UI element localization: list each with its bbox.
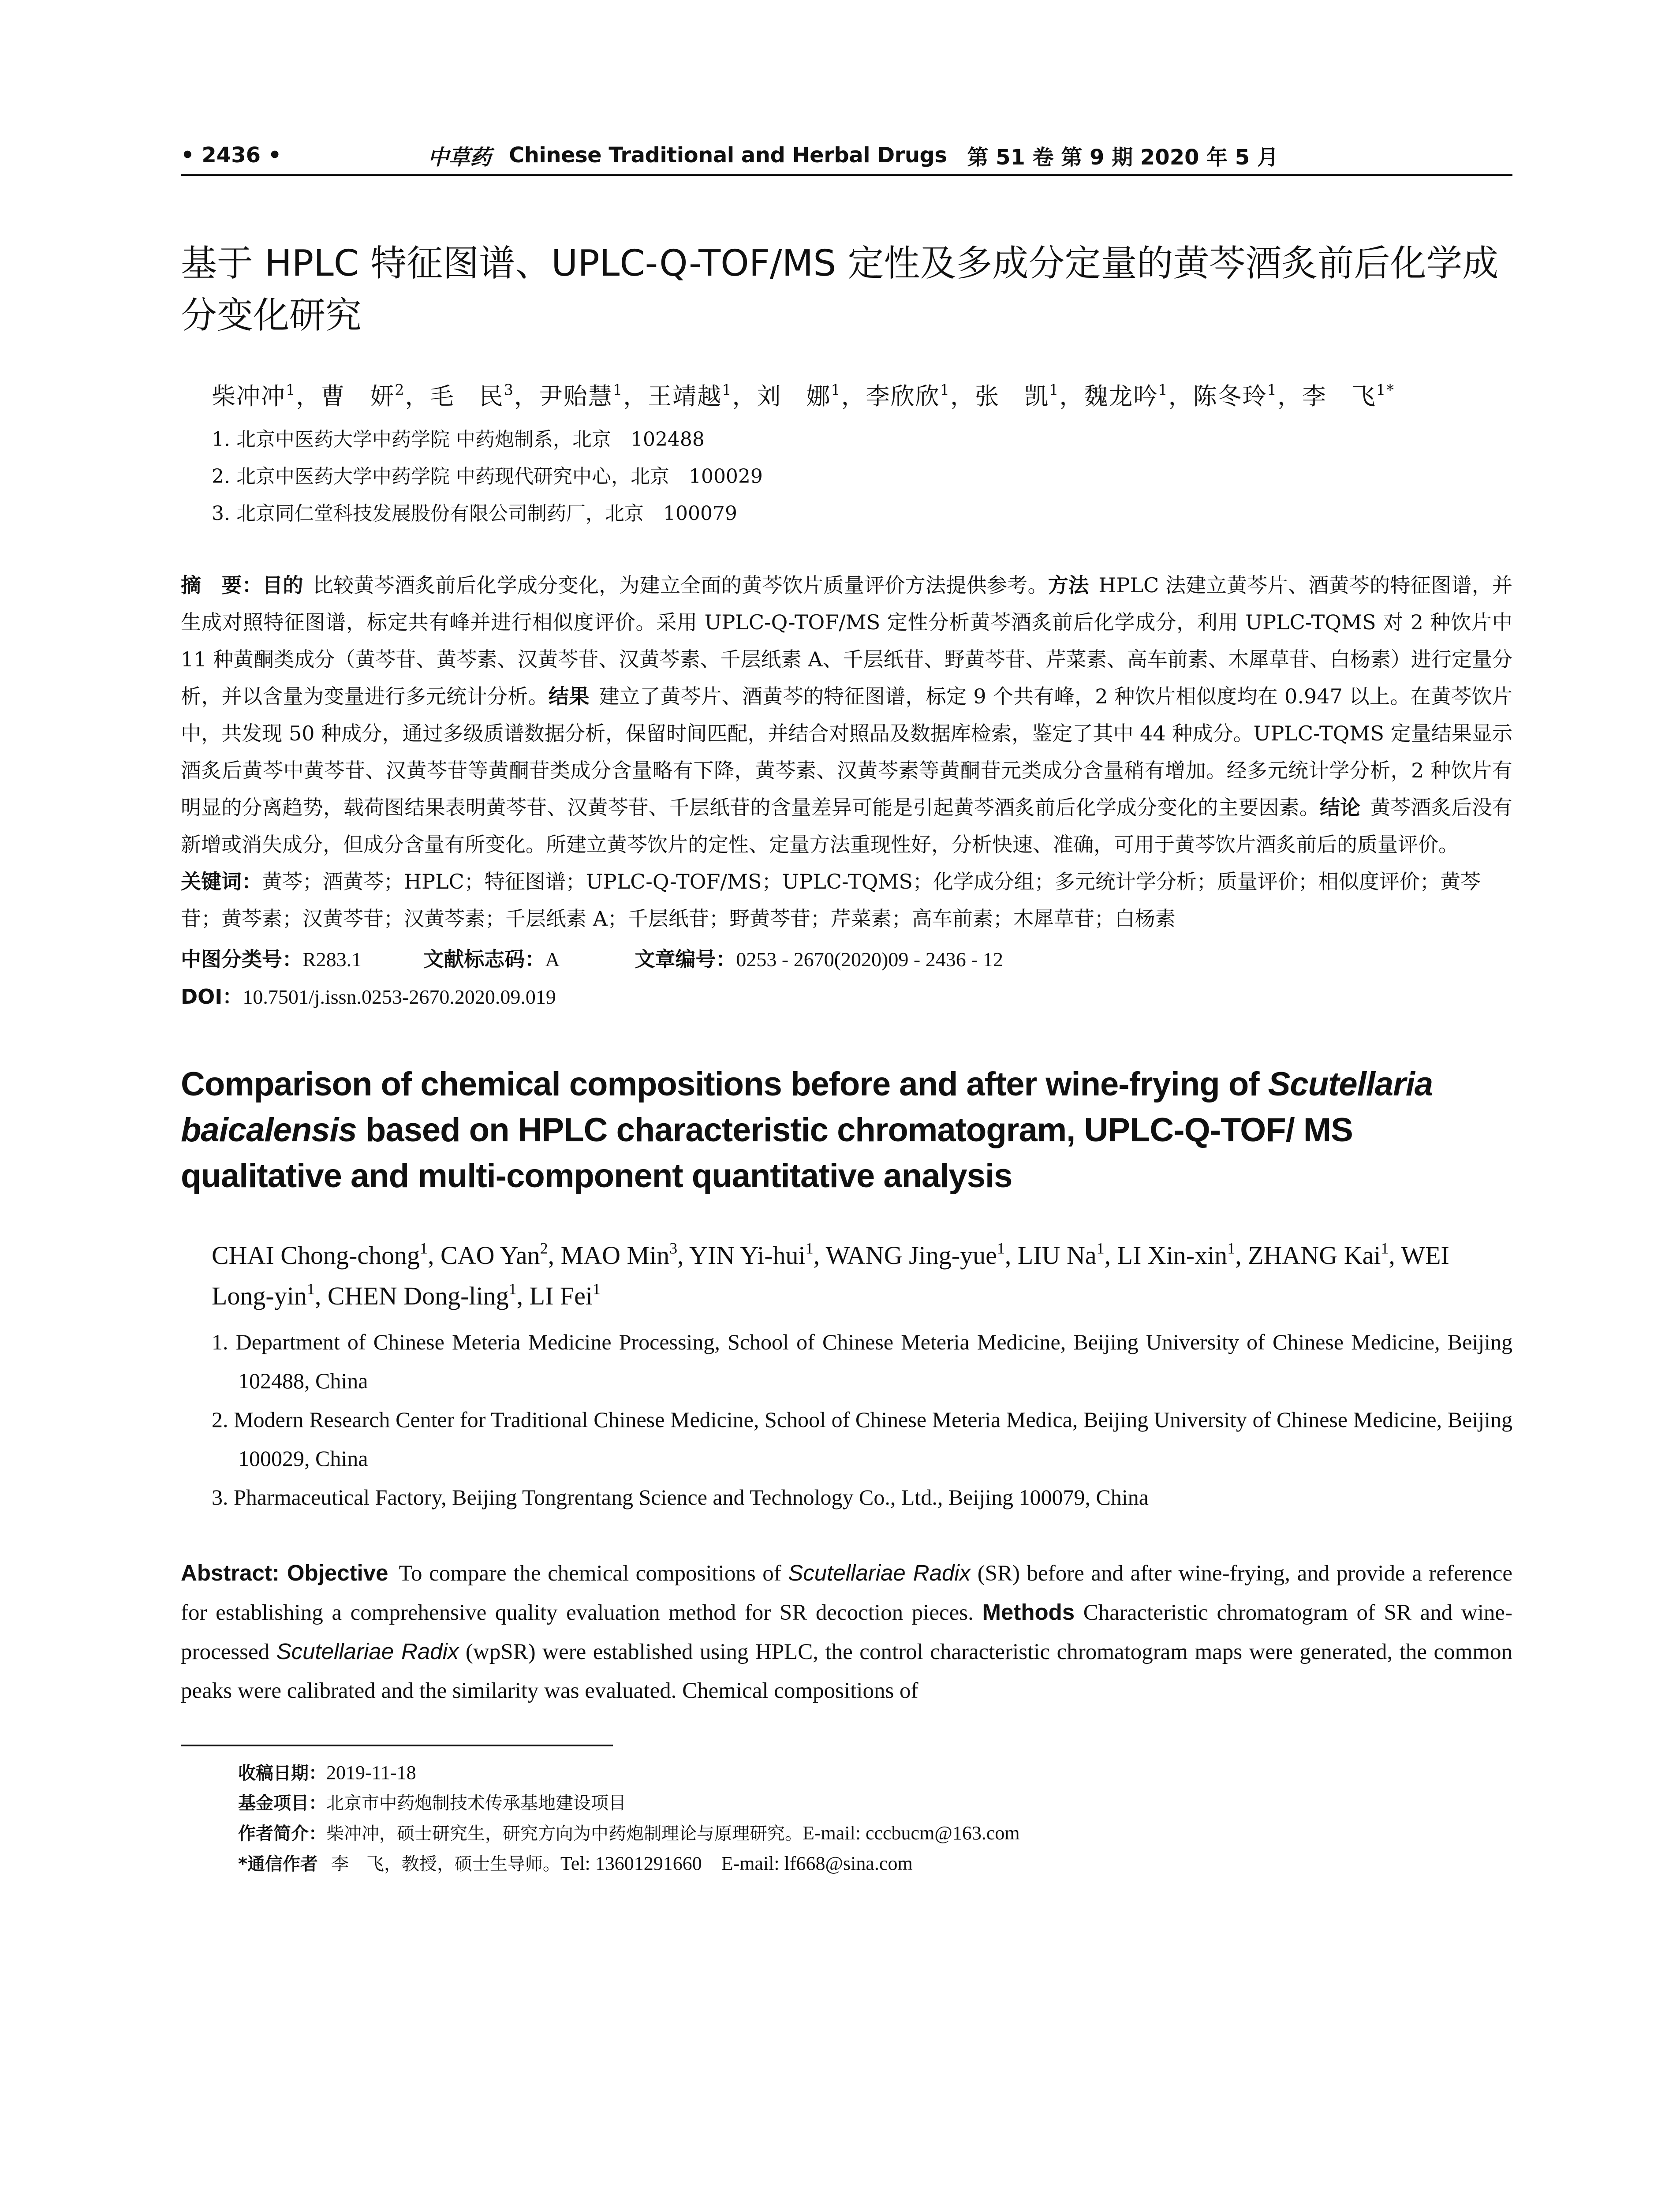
author-affiliation-mark: 1 [1267,381,1277,399]
author-name: CHEN Dong-ling [327,1282,509,1310]
author-name: CAO Yan [441,1241,540,1270]
journal-name: Chinese Traditional and Herbal Drugs [509,143,947,168]
chinese-affiliations [212,421,1512,532]
author-name: 魏龙吟 [1084,382,1158,410]
author-name: 柴冲冲 [212,382,286,410]
author-affiliation-mark: 1 [593,1280,601,1298]
bio-email[interactable]: E-mail: cccbucm@163.com [803,1822,1020,1844]
fund-label: 基金项目： [238,1793,326,1813]
author-name: 张 凯 [975,382,1049,410]
received-value: 2019-11-18 [326,1762,416,1783]
author-affiliation-mark: 1 [306,1280,315,1298]
methods-text: HPLC 法建立黄芩片、酒黄芩的特征图谱，并生成对照特征图谱，标定共有峰并进行相似度评价。采用 UPLC-Q-TOF/MS 定性分析黄芩酒炙前后化学成分，利用 UPLC-TQMS 对 2 种饮片中 11 种黄酮类成分（黄芩苷、黄芩素、汉黄芩苷、汉黄芩素、千层纸素 A、千层纸苷、野黄芩苷、芹菜素、高车前素、木犀草苷、白杨素）进行定量分析，并以含量为变量进行多元统计分析。 [181,573,1513,708]
methods-label: 方法 [1048,573,1089,597]
english-affiliations [212,1323,1512,1517]
results-label: 结果 [548,684,590,708]
page-number: • 2436 • [181,143,282,168]
author-name: ZHANG Kai [1248,1241,1381,1270]
corr-label: *通信作者 [238,1854,318,1874]
author-name: 李 飞 [1302,382,1376,410]
abstract-text: (wpSR) were established using HPLC, the control characteristic chromatogram maps were generated, the common peaks were calibrated and the similarity was evaluated. Chemical compositions of [181,1640,1513,1703]
objective-label: 目的 [262,573,303,597]
author-name: 李欣欣 [866,382,940,410]
doccode-label: 文献标志码： [423,947,545,971]
species-name: Scutellariae Radix [276,1639,459,1664]
article-number-label: 文章编号： [635,947,736,971]
author-affiliation-mark: 1 [1158,381,1169,399]
doccode-value: A [545,948,560,971]
author-affiliation-mark: 1 [420,1239,428,1257]
abstract-text: Characteristic chromatogram of SR and wine-processed [181,1600,1512,1664]
author-affiliation-mark: 1 [1381,1239,1389,1257]
author-affiliation-mark: 2 [540,1239,548,1257]
issue-info: 第 51 卷 第 9 期 2020 年 5 月 [967,145,1279,170]
author-name: 王靖越 [648,382,722,410]
running-header [181,137,1512,176]
keywords-text: 黄芩；酒黄芩；HPLC；特征图谱；UPLC-Q-TOF/MS；UPLC-TQMS；化学成分组；多元统计学分析；质量评价；相似度评价；黄芩苷；黄芩素；汉黄芩苷；汉黄芩素；千层纸素 A；千层纸苷；野黄芩苷；芹菜素；高车前素；木犀草苷；白杨素 [181,870,1481,931]
received-date [238,1758,1512,1788]
english-affiliation: 2. Modern Research Center for Traditional Chinese Medicine, School of Chinese Meteria Medica, Beijing University of Chinese Medicine, Beijing 100029, China [212,1407,1512,1471]
paper-page [181,137,1512,1879]
received-label: 收稿日期： [238,1763,326,1783]
classification-line [181,941,1512,978]
author-affiliation-mark: 1 [997,1239,1005,1257]
footnotes [238,1758,1512,1879]
journal-logo: 中草药 [428,145,492,170]
species-name: Scutellariae Radix [788,1560,971,1585]
english-methods-label: Methods [982,1600,1075,1625]
keywords-label: 关键词： [181,870,262,893]
author-name: CHAI Chong-chong [212,1241,420,1270]
english-affiliation: 3. Pharmaceutical Factory, Beijing Tongrentang Science and Technology Co., Ltd., Beijing 100079, China [212,1485,1149,1510]
author-affiliation-mark: 1 [831,381,841,399]
english-title-species: Scutellaria baicalensis [181,1065,1433,1149]
chinese-title: 基于 HPLC 特征图谱、UPLC-Q-TOF/MS 定性及多成分定量的黄芩酒炙前后化学成分变化研究 [181,243,1499,336]
author-affiliation-mark: 3 [504,381,514,399]
author-name: LI Fei [529,1282,593,1310]
conclusion-label: 结论 [1320,796,1361,819]
author-affiliation-mark: 3 [669,1239,678,1257]
author-affiliation-mark: 1 [1096,1239,1105,1257]
chinese-affiliation: 1. 北京中医药大学中药学院 中药炮制系，北京 102488 [212,428,705,451]
english-abstract [181,1554,1512,1710]
corresponding-author [238,1849,1512,1879]
english-title-part: based on HPLC characteristic chromatogram, UPLC-Q-TOF/ MS qualitative and multi-component quantitative analysis [181,1111,1353,1195]
author-affiliation-mark: 1 [805,1239,814,1257]
author-bio [238,1818,1512,1849]
author-name: 陈冬玲 [1193,382,1267,410]
author-name: LI Xin-xin [1117,1241,1228,1270]
fund [238,1788,1512,1818]
author-affiliation-mark: 1 [1049,381,1060,399]
chinese-affiliation: 3. 北京同仁堂科技发展股份有限公司制药厂，北京 100079 [212,502,737,525]
bio-value: 柴冲冲，硕士研究生，研究方向为中药炮制理论与原理研究。 [326,1824,803,1844]
corr-value: 李 飞，教授，硕士生导师。 [331,1854,560,1874]
clc-value: R283.1 [302,948,362,971]
english-affiliation: 1. Department of Chinese Meteria Medicine Processing, School of Chinese Meteria Medicine, Beijing University of Chinese Medicine, Beijing 102488, China [212,1330,1512,1393]
abstract-text: To compare the chemical compositions of [399,1561,788,1586]
author-name: MAO Min [560,1241,670,1270]
author-affiliation-mark: 1 [940,381,951,399]
clc-label: 中图分类号： [181,947,302,971]
author-name: WEI Long-yin [212,1241,1449,1310]
author-name: 刘 娜 [757,382,831,410]
doi-link[interactable]: 10.7501/j.issn.0253-2670.2020.09.019 [243,986,556,1008]
bio-label: 作者简介： [238,1824,326,1844]
footnote-divider [181,1745,613,1746]
objective-text: 比较黄芩酒炙前后化学成分变化，为建立全面的黄芩饮片质量评价方法提供参考。 [313,573,1048,597]
chinese-keywords [181,863,1512,937]
english-title [181,1061,1512,1199]
author-affiliation-mark: 1 [286,381,296,399]
results-text: 建立了黄芩片、酒黄芩的特征图谱，标定 9 个共有峰，2 种饮片相似度均在 0.947 以上。在黄芩饮片中，共发现 50 种成分，通过多级质谱数据分析，保留时间匹配，并结合对照品及数据库检索，鉴定了其中 44 种成分。UPLC-TQMS 定量结果显示酒炙后黄芩中黄芩苷、汉黄芩苷等黄酮苷类成分含量略有下降，黄芩素、汉黄芩素等黄酮苷元类成分含量稍有增加。经多元统计学分析，2 种饮片有明显的分离趋势，载荷图结果表明黄芩苷、汉黄芩苷、千层纸苷的含量差异可能是引起黄芩酒炙前后化学成分变化的主要因素。 [181,684,1512,819]
author-name: 毛 民 [429,382,504,410]
author-affiliation-mark: 1 [612,381,623,399]
chinese-authors: 柴冲冲$^1$，曹 妍$^2$，毛 民$^3$，尹贻慧$^1$，王靖越$^1$，刘 娜$^1$，李欣欣$^1$，张 凯$^1$，魏龙吟$^1$，陈冬玲$^1$，李 飞$^{1*}$ [212,381,1395,410]
author-affiliation-mark: 1 [1227,1239,1236,1257]
chinese-affiliation: 2. 北京中医药大学中药学院 中药现代研究中心，北京 100029 [212,465,763,488]
author-name: YIN Yi-hui [689,1241,806,1270]
english-title-part: Comparison of chemical compositions before and after wine-frying of [181,1065,1268,1103]
author-name: LIU Na [1017,1241,1097,1270]
english-abstract-label: Abstract: Objective [181,1560,388,1585]
author-name: 尹贻慧 [538,382,613,410]
author-name: 曹 妍 [321,382,395,410]
corr-contact[interactable]: Tel: 13601291660 E-mail: lf668@sina.com [560,1853,913,1874]
abstract-text: (SR) before and after wine-frying, and provide a reference for establishing a comprehensive quality evaluation method for SR decoction pieces. [181,1561,1512,1625]
chinese-abstract [181,567,1512,863]
doi-line [181,978,1512,1016]
article-number-value: 0253 - 2670(2020)09 - 2436 - 12 [736,948,1004,971]
fund-value: 北京市中药炮制技术传承基地建设项目 [326,1793,626,1813]
conclusion-text: 黄芩酒炙后没有新增或消失成分，但成分含量有所变化。所建立黄芩饮片的定性、定量方法重现性好，分析快速、准确，可用于黄芩饮片酒炙前后的质量评价。 [181,796,1512,856]
author-affiliation-mark: 1 [508,1280,517,1298]
author-affiliation-mark: 2 [395,381,405,399]
author-name: WANG Jing-yue [825,1241,997,1270]
author-affiliation-mark: 1 [722,381,732,399]
author-affiliation-mark: 1* [1376,381,1395,399]
abstract-label: 摘 要： [181,573,263,597]
english-authors: CHAI Chong-chong$^1$, CAO Yan$^2$, MAO Min$^3$, YIN Yi-hui$^1$, WANG Jing-yue$^1$, LIU Na$^1$, LI Xin-xin$^1$, ZHANG Kai$^1$, WEI Long-yin$^1$, CHEN Dong-ling$^1$, LI Fei$^1$ [212,1239,1449,1310]
doi-label: DOI： [181,985,243,1009]
